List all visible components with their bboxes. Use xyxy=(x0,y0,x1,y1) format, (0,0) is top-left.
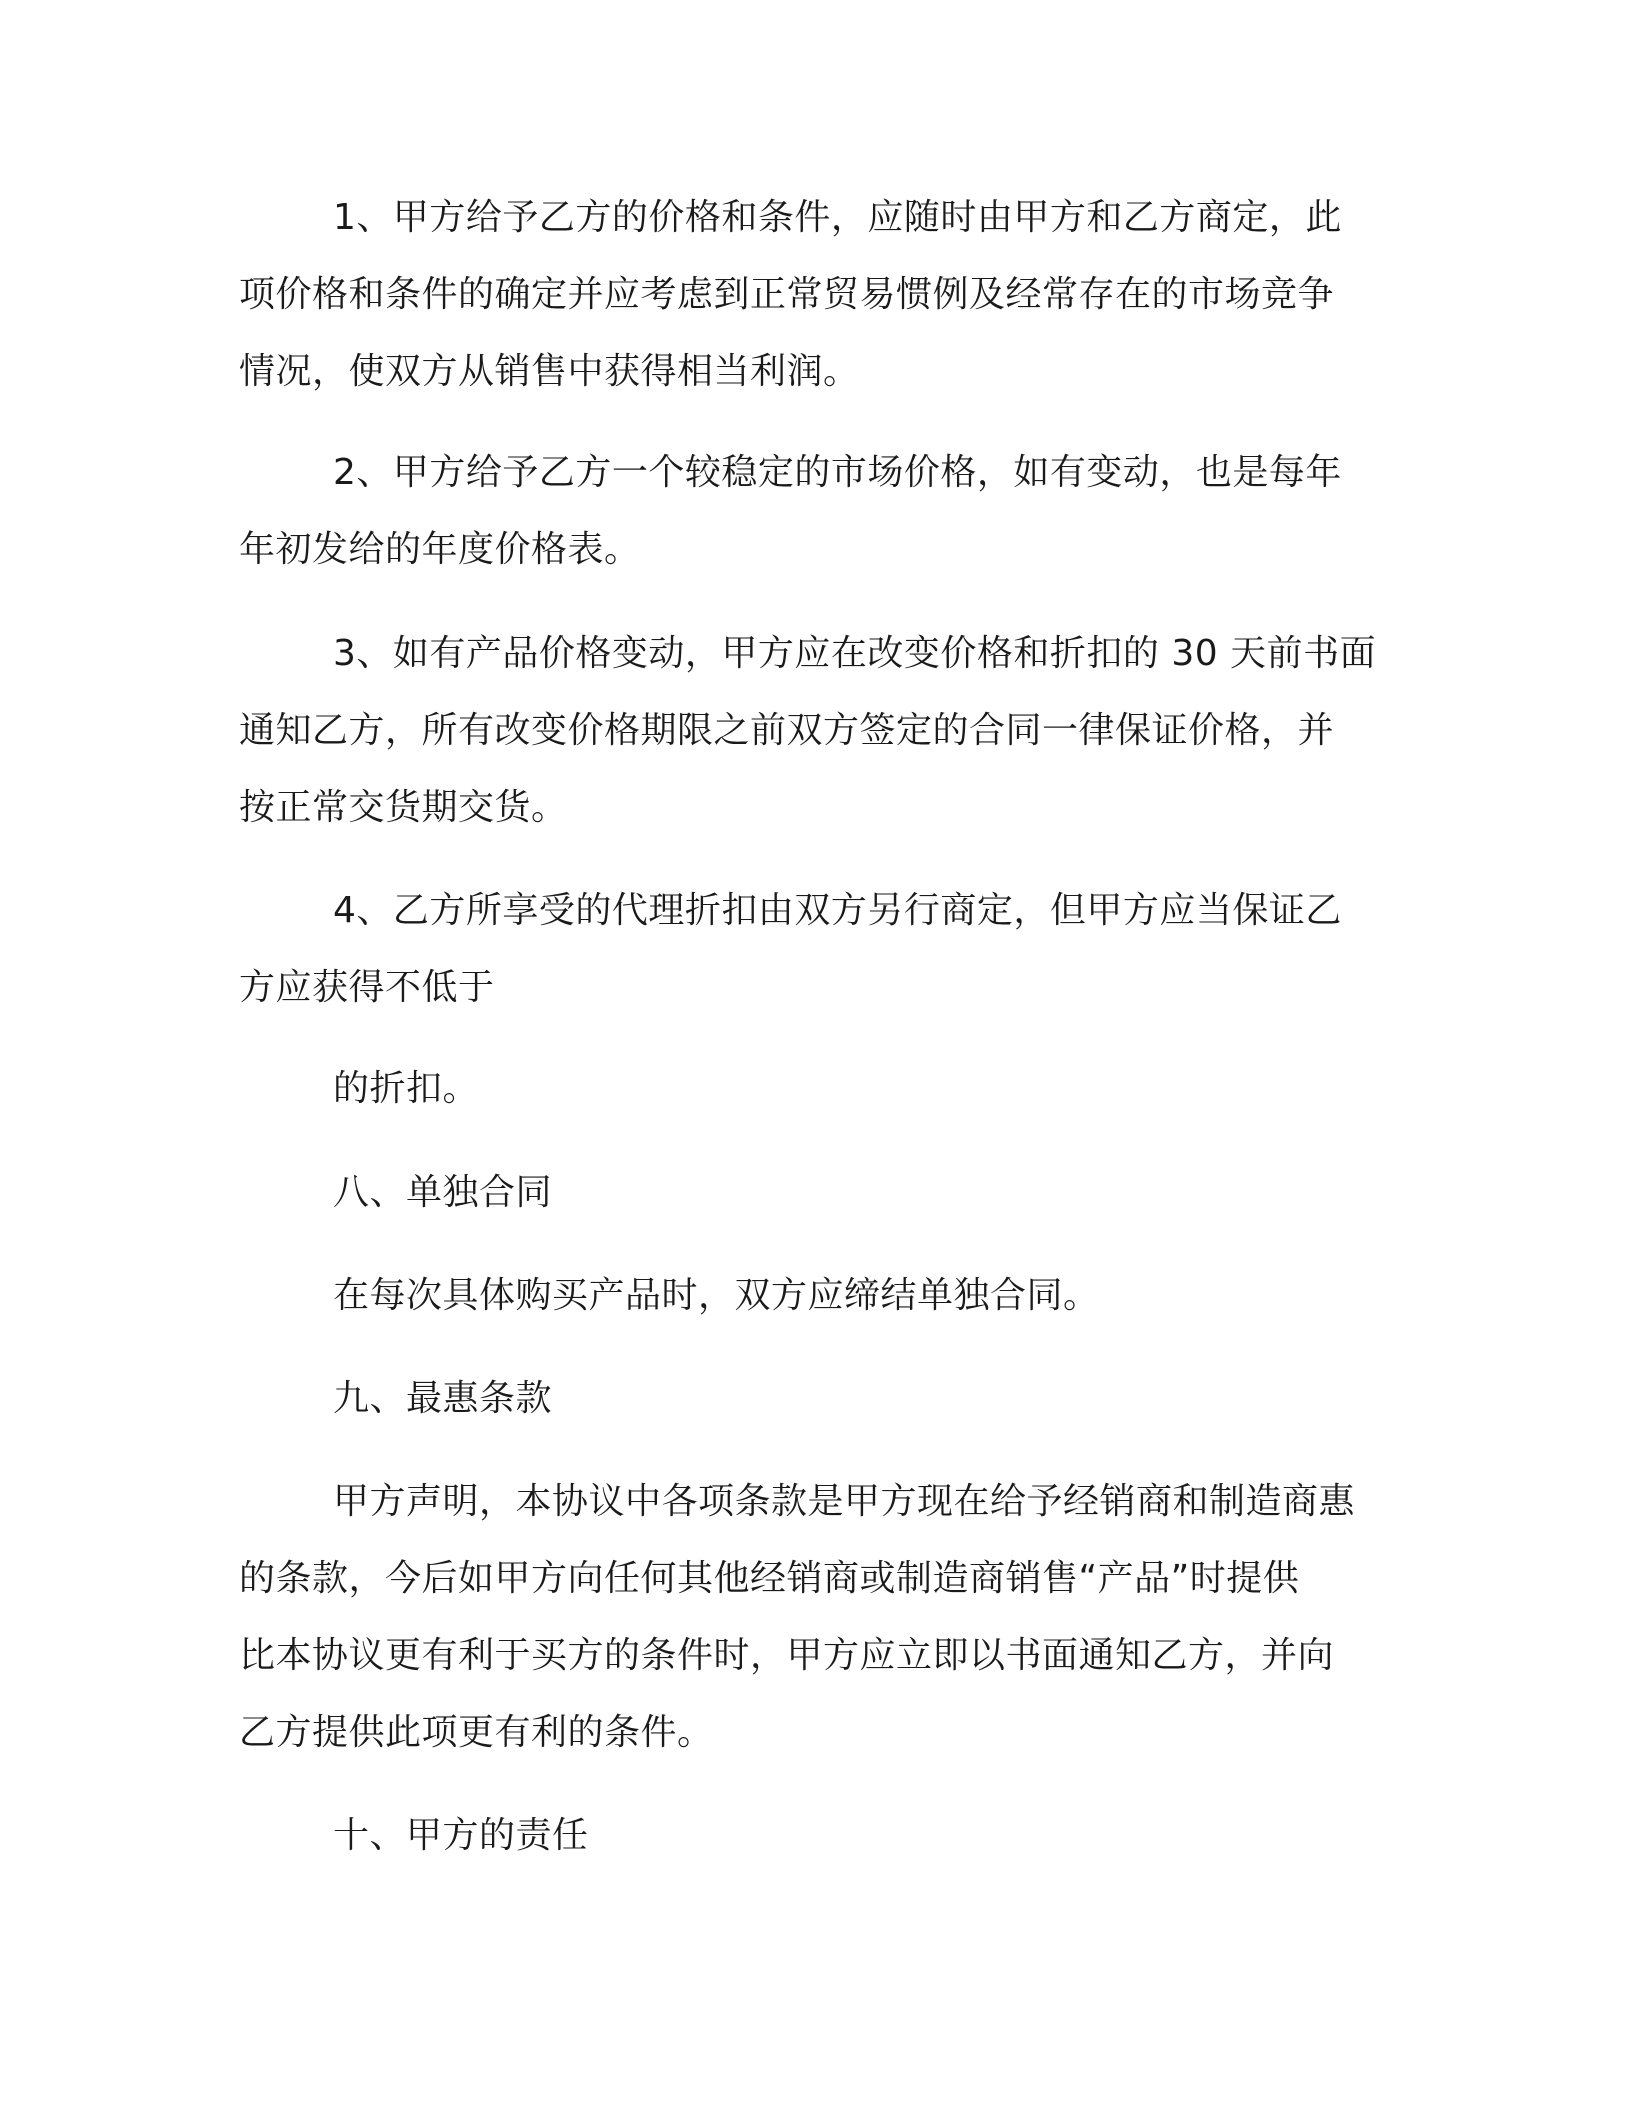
clause-3-line-1: 3、如有产品价格变动，甲方应在改变价格和折扣的 30 天前书面 xyxy=(333,633,1377,674)
section-8-heading: 八、单独合同 xyxy=(333,1172,553,1213)
clause-2-line-2: 年初发给的年度价格表。 xyxy=(239,529,641,570)
clause-4-line-1: 4、乙方所享受的代理折扣由双方另行商定，但甲方应当保证乙 xyxy=(333,890,1342,931)
section-9-line-3: 比本协议更有利于买方的条件时，甲方应立即以书面通知乙方，并向 xyxy=(239,1635,1335,1676)
clause-1-line-1: 1、甲方给予乙方的价格和条件，应随时由甲方和乙方商定，此 xyxy=(333,197,1342,238)
clause-2-line-1: 2、甲方给予乙方一个较稳定的市场价格，如有变动，也是每年 xyxy=(333,452,1342,493)
section-9-line-4: 乙方提供此项更有利的条件。 xyxy=(239,1712,714,1753)
clause-4-line-2: 方应获得不低于 xyxy=(239,967,495,1008)
clause-1-line-2: 项价格和条件的确定并应考虑到正常贸易惯例及经常存在的市场竞争 xyxy=(239,274,1335,315)
section-10-heading: 十、甲方的责任 xyxy=(333,1815,589,1856)
section-8-body: 在每次具体购买产品时，双方应缔结单独合同。 xyxy=(333,1275,1100,1316)
clause-4-line-3: 的折扣。 xyxy=(333,1068,480,1109)
section-9-line-2: 的条款，今后如甲方向任何其他经销商或制造商销售“产品”时提供 xyxy=(239,1558,1300,1599)
clause-1-line-3: 情况，使双方从销售中获得相当利润。 xyxy=(239,351,860,392)
section-9-heading: 九、最惠条款 xyxy=(333,1378,553,1419)
clause-3-line-2: 通知乙方，所有改变价格期限之前双方签定的合同一律保证价格，并 xyxy=(239,710,1335,751)
clause-3-line-3: 按正常交货期交货。 xyxy=(239,787,568,828)
section-9-line-1: 甲方声明，本协议中各项条款是甲方现在给予经销商和制造商惠 xyxy=(333,1481,1356,1522)
